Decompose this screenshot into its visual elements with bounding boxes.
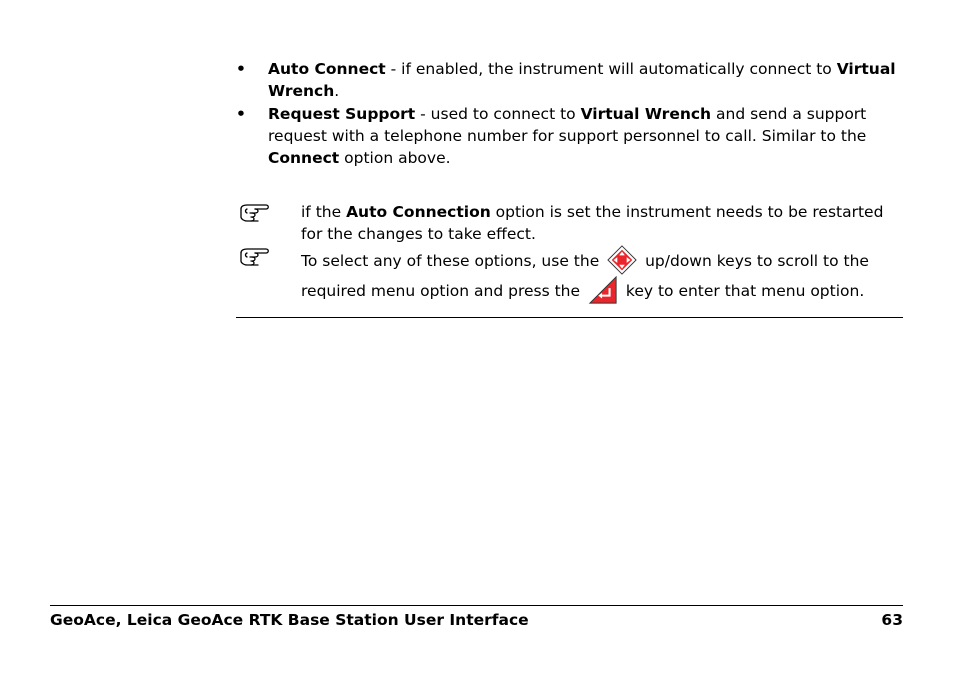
page-content <box>236 58 903 318</box>
item-text: and send a support request with a telephone number for support personnel to call. Similar to the <box>268 105 867 145</box>
pointing-hand-icon <box>238 201 280 223</box>
note-text: option is set the instrument needs to be restarted for the changes to take effect. <box>301 203 884 243</box>
note-text: if the <box>301 203 347 221</box>
page-footer <box>50 605 903 629</box>
list-item <box>236 103 903 169</box>
bullet-symbol: • <box>236 105 246 123</box>
item-text: . <box>334 82 340 100</box>
note <box>236 245 903 305</box>
page-number: 63 <box>881 611 903 629</box>
note-text: To select any of these options, use the <box>301 252 605 270</box>
option-list <box>236 58 903 169</box>
term-request-support: Request Support <box>268 105 416 123</box>
ref-connect: Connect <box>268 149 340 167</box>
term-auto-connection: Auto Connection <box>346 203 491 221</box>
navigation-key-icon <box>606 245 638 275</box>
note-text: up/down keys to scroll to the required menu option and press the <box>301 252 869 300</box>
pointing-hand-icon <box>238 245 280 267</box>
item-text: - used to connect to <box>415 105 581 123</box>
term-auto-connect: Auto Connect <box>268 60 386 78</box>
note <box>236 201 903 245</box>
ref-virtual-wrench: Virtual Wrench <box>580 105 712 123</box>
section-divider <box>236 317 903 318</box>
bullet-symbol: • <box>236 60 246 78</box>
item-text: - if enabled, the instrument will automatically connect to <box>385 60 837 78</box>
notes-section <box>236 201 903 305</box>
footer-title: GeoAce, Leica GeoAce RTK Base Station User Interface <box>50 611 529 629</box>
ref-virtual-wrench: Virtual Wrench <box>268 60 896 100</box>
item-text: option above. <box>339 149 451 167</box>
list-item <box>236 58 903 102</box>
note-text: key to enter that menu option. <box>620 282 865 300</box>
enter-key-icon <box>587 275 619 305</box>
